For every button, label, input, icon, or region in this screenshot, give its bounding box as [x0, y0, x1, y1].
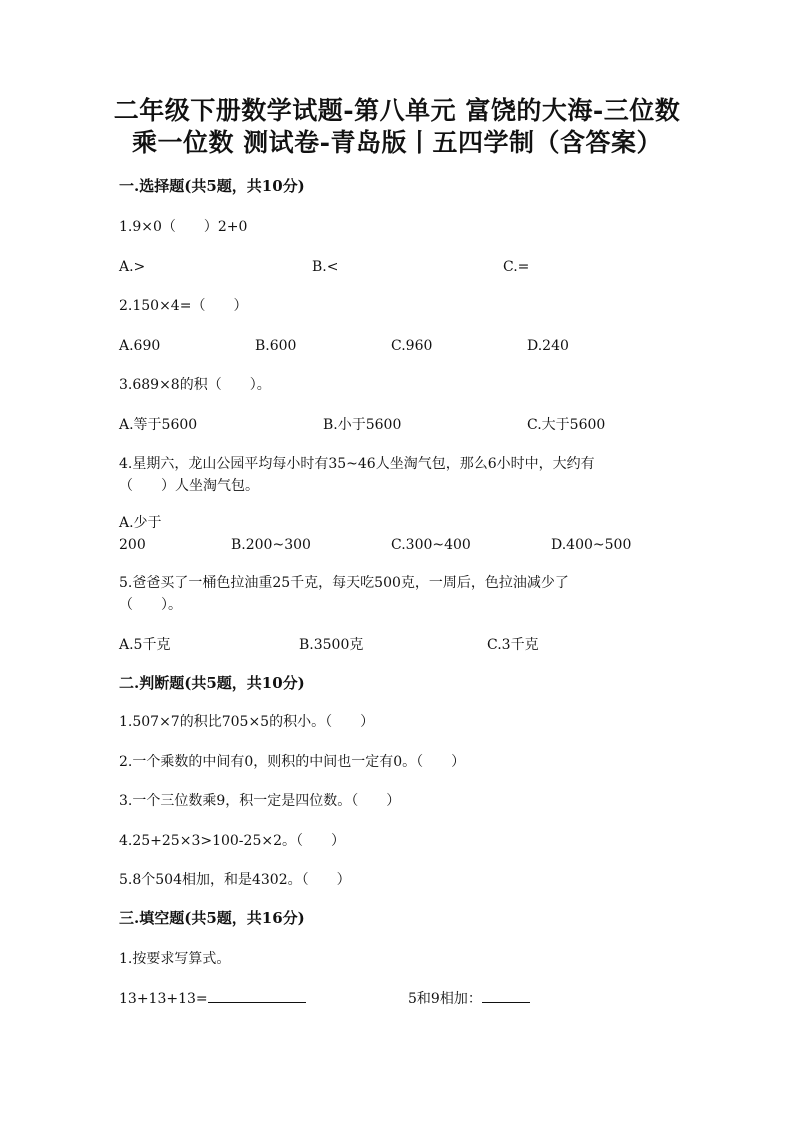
option-a: A.少于 — [119, 515, 162, 531]
question-text: 4.25+25×3>100-25×2。（ ） — [119, 833, 345, 849]
question-text: 1.507×7的积比705×5的积小。（ ） — [119, 714, 375, 730]
answer-blank[interactable] — [208, 988, 306, 1003]
fill-item-right — [408, 988, 530, 1009]
question-text: 5.爸爸买了一桶色拉油重25千克，每天吃500克，一周后，色拉油减少了 — [119, 575, 569, 591]
question-text: 3.689×8的积（ ）。 — [119, 377, 271, 393]
option-a: A.> — [119, 259, 146, 275]
fill-expression: 13+13+13= — [119, 991, 208, 1007]
question-text: 4.星期六，龙山公园平均每小时有35~46人坐淘气包，那么6小时中，大约有 — [119, 456, 595, 472]
page-title-line2: 乘一位数 测试卷-青岛版丨五四学制（含答案） — [131, 128, 663, 157]
option-d: D.240 — [527, 338, 569, 354]
question-text: 5.8个504相加，和是4302。（ ） — [119, 872, 351, 888]
option-a: A.690 — [119, 338, 161, 354]
option-b: B.< — [312, 259, 339, 275]
option-a-cont: 200 — [119, 537, 146, 553]
option-c: C.960 — [391, 338, 433, 354]
option-c: C.3千克 — [487, 637, 539, 653]
question-text: 1.按要求写算式。 — [119, 951, 231, 967]
fill-expression: 5和9相加： — [408, 991, 482, 1007]
answer-blank[interactable] — [482, 988, 530, 1003]
option-a: A.5千克 — [119, 637, 171, 653]
question-text-cont: （ ）。 — [119, 597, 182, 613]
question-text-cont: （ ）人坐淘气包。 — [119, 478, 259, 494]
question-text: 3.一个三位数乘9，积一定是四位数。（ ） — [119, 793, 401, 809]
option-b: B.600 — [255, 338, 297, 354]
question-text: 2.一个乘数的中间有0，则积的中间也一定有0。（ ） — [119, 754, 466, 770]
option-b: B.小于5600 — [323, 417, 402, 433]
fill-item-left — [119, 988, 306, 1009]
option-b: B.3500克 — [299, 637, 364, 653]
option-c: C.大于5600 — [527, 417, 606, 433]
option-c: C.300~400 — [391, 537, 471, 553]
question-text: 2.150×4=（ ） — [119, 298, 248, 314]
option-c: C.= — [503, 259, 530, 275]
section-heading-fill: 三.填空题(共5题，共16分) — [119, 909, 305, 927]
section-heading-choice: 一.选择题(共5题，共10分) — [119, 177, 305, 195]
option-b: B.200~300 — [231, 537, 311, 553]
question-text: 1.9×0（ ）2+0 — [119, 219, 248, 235]
option-a: A.等于5600 — [119, 417, 198, 433]
page-title-line1: 二年级下册数学试题-第八单元 富饶的大海-三位数 — [113, 96, 681, 125]
section-heading-judge: 二.判断题(共5题，共10分) — [119, 674, 305, 692]
option-d: D.400~500 — [551, 537, 632, 553]
